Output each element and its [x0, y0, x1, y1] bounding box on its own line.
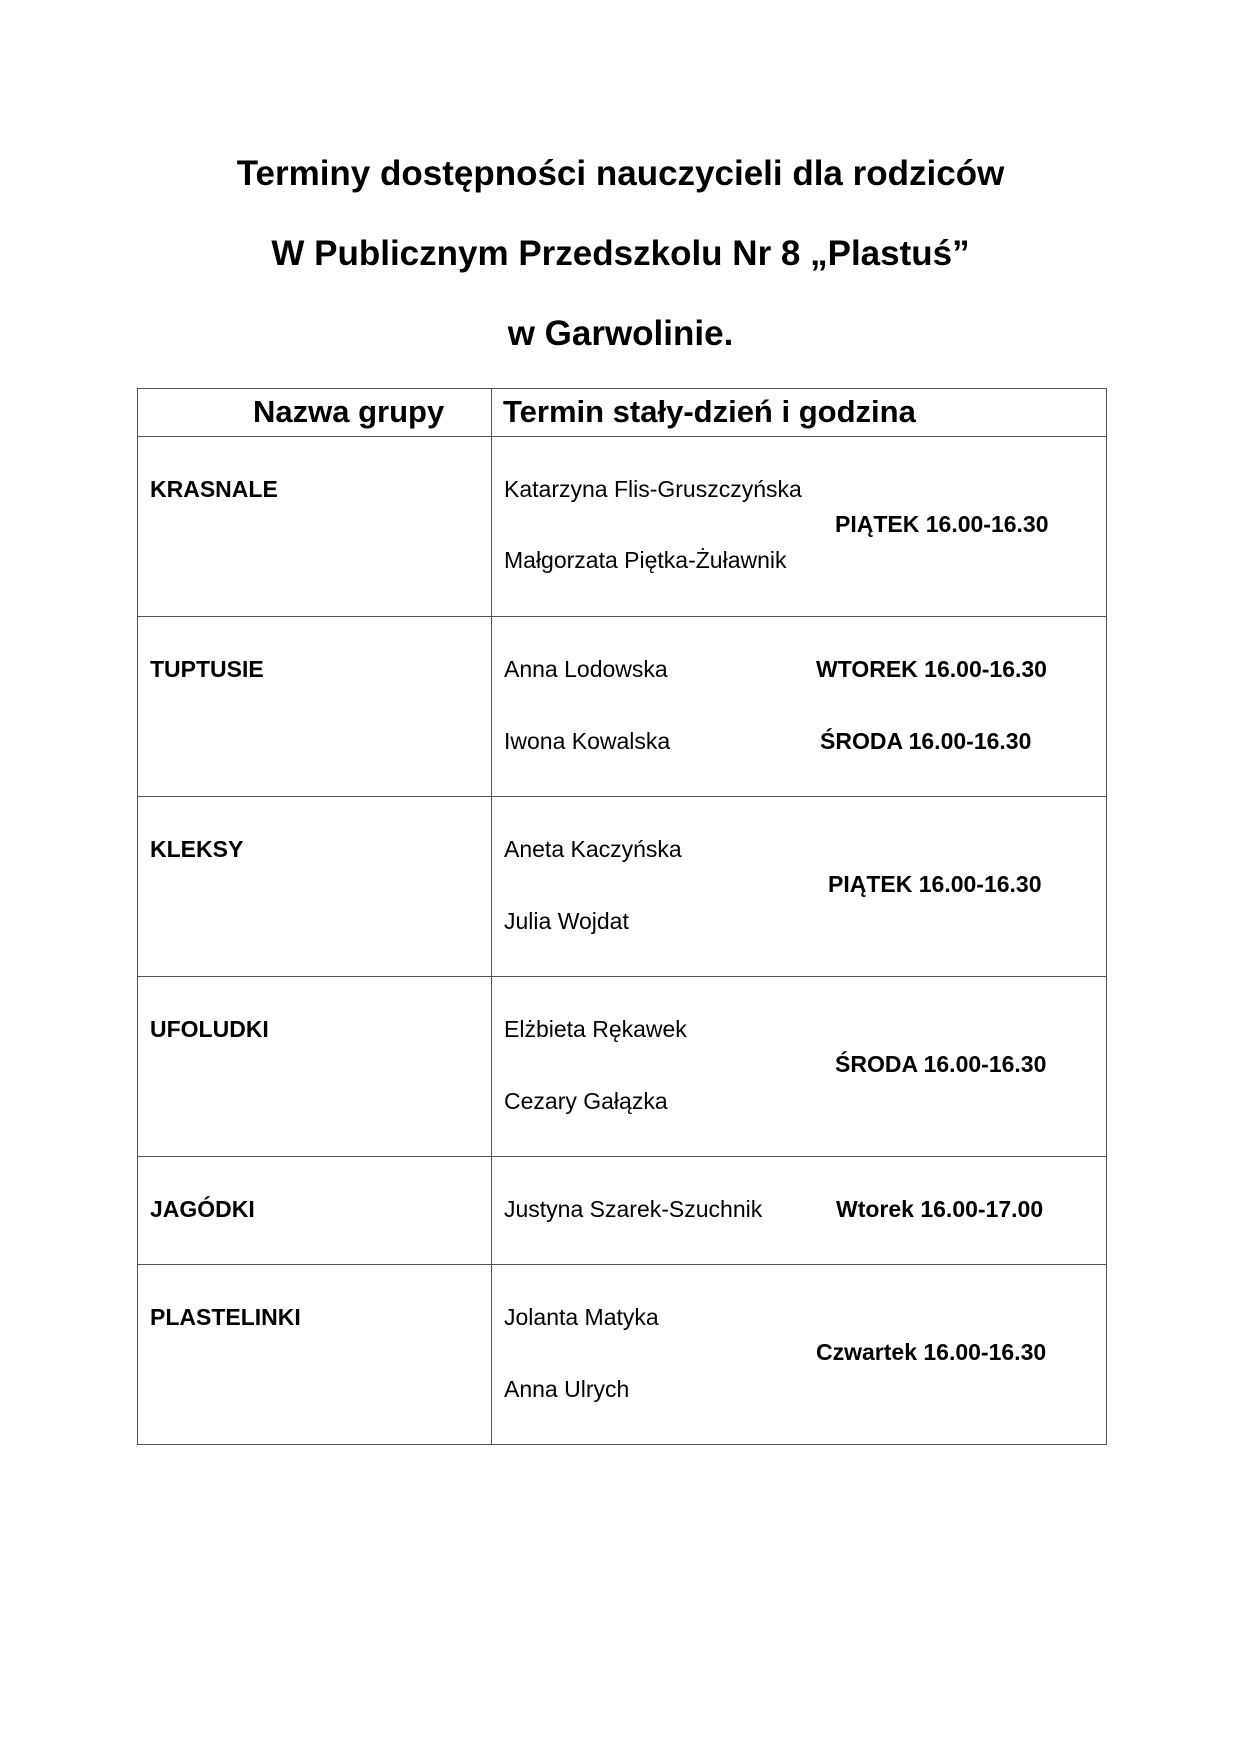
teacher-name: Cezary Gałązka: [504, 1088, 668, 1114]
table-row-ufoludki: [138, 976, 1106, 1156]
column-divider: [491, 437, 492, 616]
header-term: Termin stały-dzień i godzina: [503, 394, 916, 429]
page-title-line-2: W Publicznym Przedszkolu Nr 8 „Plastuś”: [271, 234, 970, 273]
term-text: ŚRODA 16.00-16.30: [835, 1051, 1047, 1077]
table-row-kleksy: [138, 796, 1106, 976]
table-row-plastelinki: [138, 1264, 1106, 1444]
column-divider: [491, 617, 492, 796]
group-name: UFOLUDKI: [150, 1016, 269, 1042]
teacher-name: Katarzyna Flis-Gruszczyńska: [504, 476, 802, 502]
header-group-name: Nazwa grupy: [253, 394, 445, 429]
term-text: Wtorek 16.00-17.00: [836, 1196, 1044, 1222]
page-title-line-3: w Garwolinie.: [507, 314, 734, 353]
teacher-name: Justyna Szarek-Szuchnik: [504, 1196, 763, 1222]
term-text: PIĄTEK 16.00-16.30: [828, 871, 1042, 897]
teacher-name: Małgorzata Piętka-Żuławnik: [504, 547, 787, 573]
group-name: JAGÓDKI: [150, 1196, 255, 1222]
group-name: TUPTUSIE: [150, 656, 264, 682]
table-row-krasnale: [138, 436, 1106, 616]
column-divider: [491, 1157, 492, 1264]
page-title-line-1: Terminy dostępności nauczycieli dla rodziców: [236, 154, 1005, 193]
table-row-tuptusie: [138, 616, 1106, 796]
column-divider: [491, 1265, 492, 1444]
term-text: PIĄTEK 16.00-16.30: [835, 511, 1049, 537]
term-text: Czwartek 16.00-16.30: [816, 1339, 1047, 1365]
teacher-name: Iwona Kowalska: [504, 728, 671, 754]
term-text: ŚRODA 16.00-16.30: [820, 728, 1032, 754]
group-name: PLASTELINKI: [150, 1304, 301, 1330]
column-divider: [491, 797, 492, 976]
teacher-name: Aneta Kaczyńska: [504, 836, 682, 862]
group-name: KRASNALE: [150, 476, 278, 502]
term-text: WTOREK 16.00-16.30: [816, 656, 1047, 682]
teacher-name: Anna Ulrych: [504, 1376, 630, 1402]
teacher-name: Elżbieta Rękawek: [504, 1016, 687, 1042]
teacher-name: Anna Lodowska: [504, 656, 668, 682]
teacher-name: Julia Wojdat: [504, 908, 629, 934]
group-name: KLEKSY: [150, 836, 244, 862]
column-divider: [491, 389, 492, 436]
table-header-row: [138, 389, 1106, 436]
schedule-table: [137, 388, 1107, 1445]
table-row-jagodki: [138, 1156, 1106, 1264]
teacher-name: Jolanta Matyka: [504, 1304, 659, 1330]
column-divider: [491, 977, 492, 1156]
